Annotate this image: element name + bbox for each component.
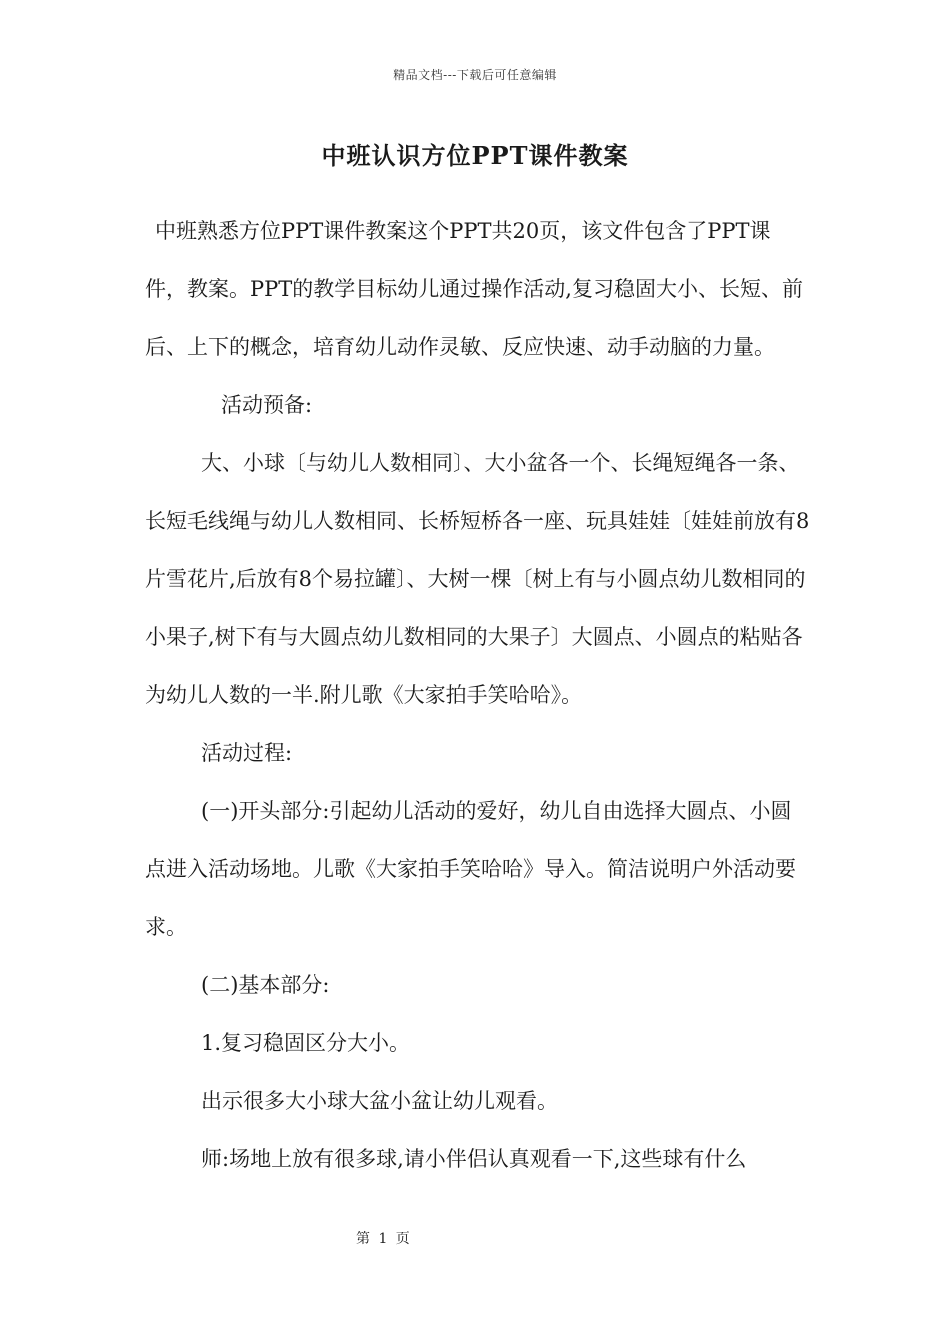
paragraph-process-heading: 活动过程: bbox=[201, 741, 293, 765]
document-body bbox=[145, 202, 810, 1188]
paragraph-materials: 大、小球〔与幼儿人数相同〕、大小盆各一个、长绳短绳各一条、长短毛线绳与幼儿人数相同、长桥短桥各一座、玩具娃娃〔娃娃前放有8片雪花片,后放有8个易拉罐〕、大树一棵〔树上有与小圆点幼儿数相同的小果子,树下有与大圆点幼儿数相同的大果子〕大圆点、小圆点的粘贴各为幼儿人数的一半.附儿歌《大家拍手笑哈哈》。 bbox=[145, 451, 810, 707]
paragraph-teacher-speech: 师:场地上放有很多球,请小伴侣认真观看一下,这些球有什么 bbox=[201, 1147, 747, 1171]
document-title: 中班认识方位PPT课件教案 bbox=[321, 141, 629, 170]
paragraph-intro-text: 中班熟悉方位PPT课件教案这个PPT共20页，该文件包含了PPT课件，教案。PPT的教学目标幼儿通过操作活动,复习稳固大小、长短、前后、上下的概念，培育幼儿动作灵敏、反应快速、动手动脑的力量。 bbox=[145, 219, 803, 359]
header-note: 精品文档---下载后可任意编辑 bbox=[393, 68, 557, 82]
paragraph-intro bbox=[145, 202, 810, 434]
page-number: 第 1 页 bbox=[356, 1231, 412, 1247]
paragraph-opening: (一)开头部分:引起幼儿活动的爱好，幼儿自由选择大圆点、小圆点进入活动场地。儿歌《大家拍手笑哈哈》导入。简洁说明户外活动要求。 bbox=[145, 799, 796, 939]
paragraph-basic-heading: (二)基本部分: bbox=[201, 973, 330, 997]
paragraph-intro-preparation: 活动预备: bbox=[221, 393, 313, 417]
paragraph-step-1: 1.复习稳固区分大小。 bbox=[201, 1031, 411, 1055]
paragraph-show-balls: 出示很多大小球大盆小盆让幼儿观看。 bbox=[201, 1089, 558, 1113]
